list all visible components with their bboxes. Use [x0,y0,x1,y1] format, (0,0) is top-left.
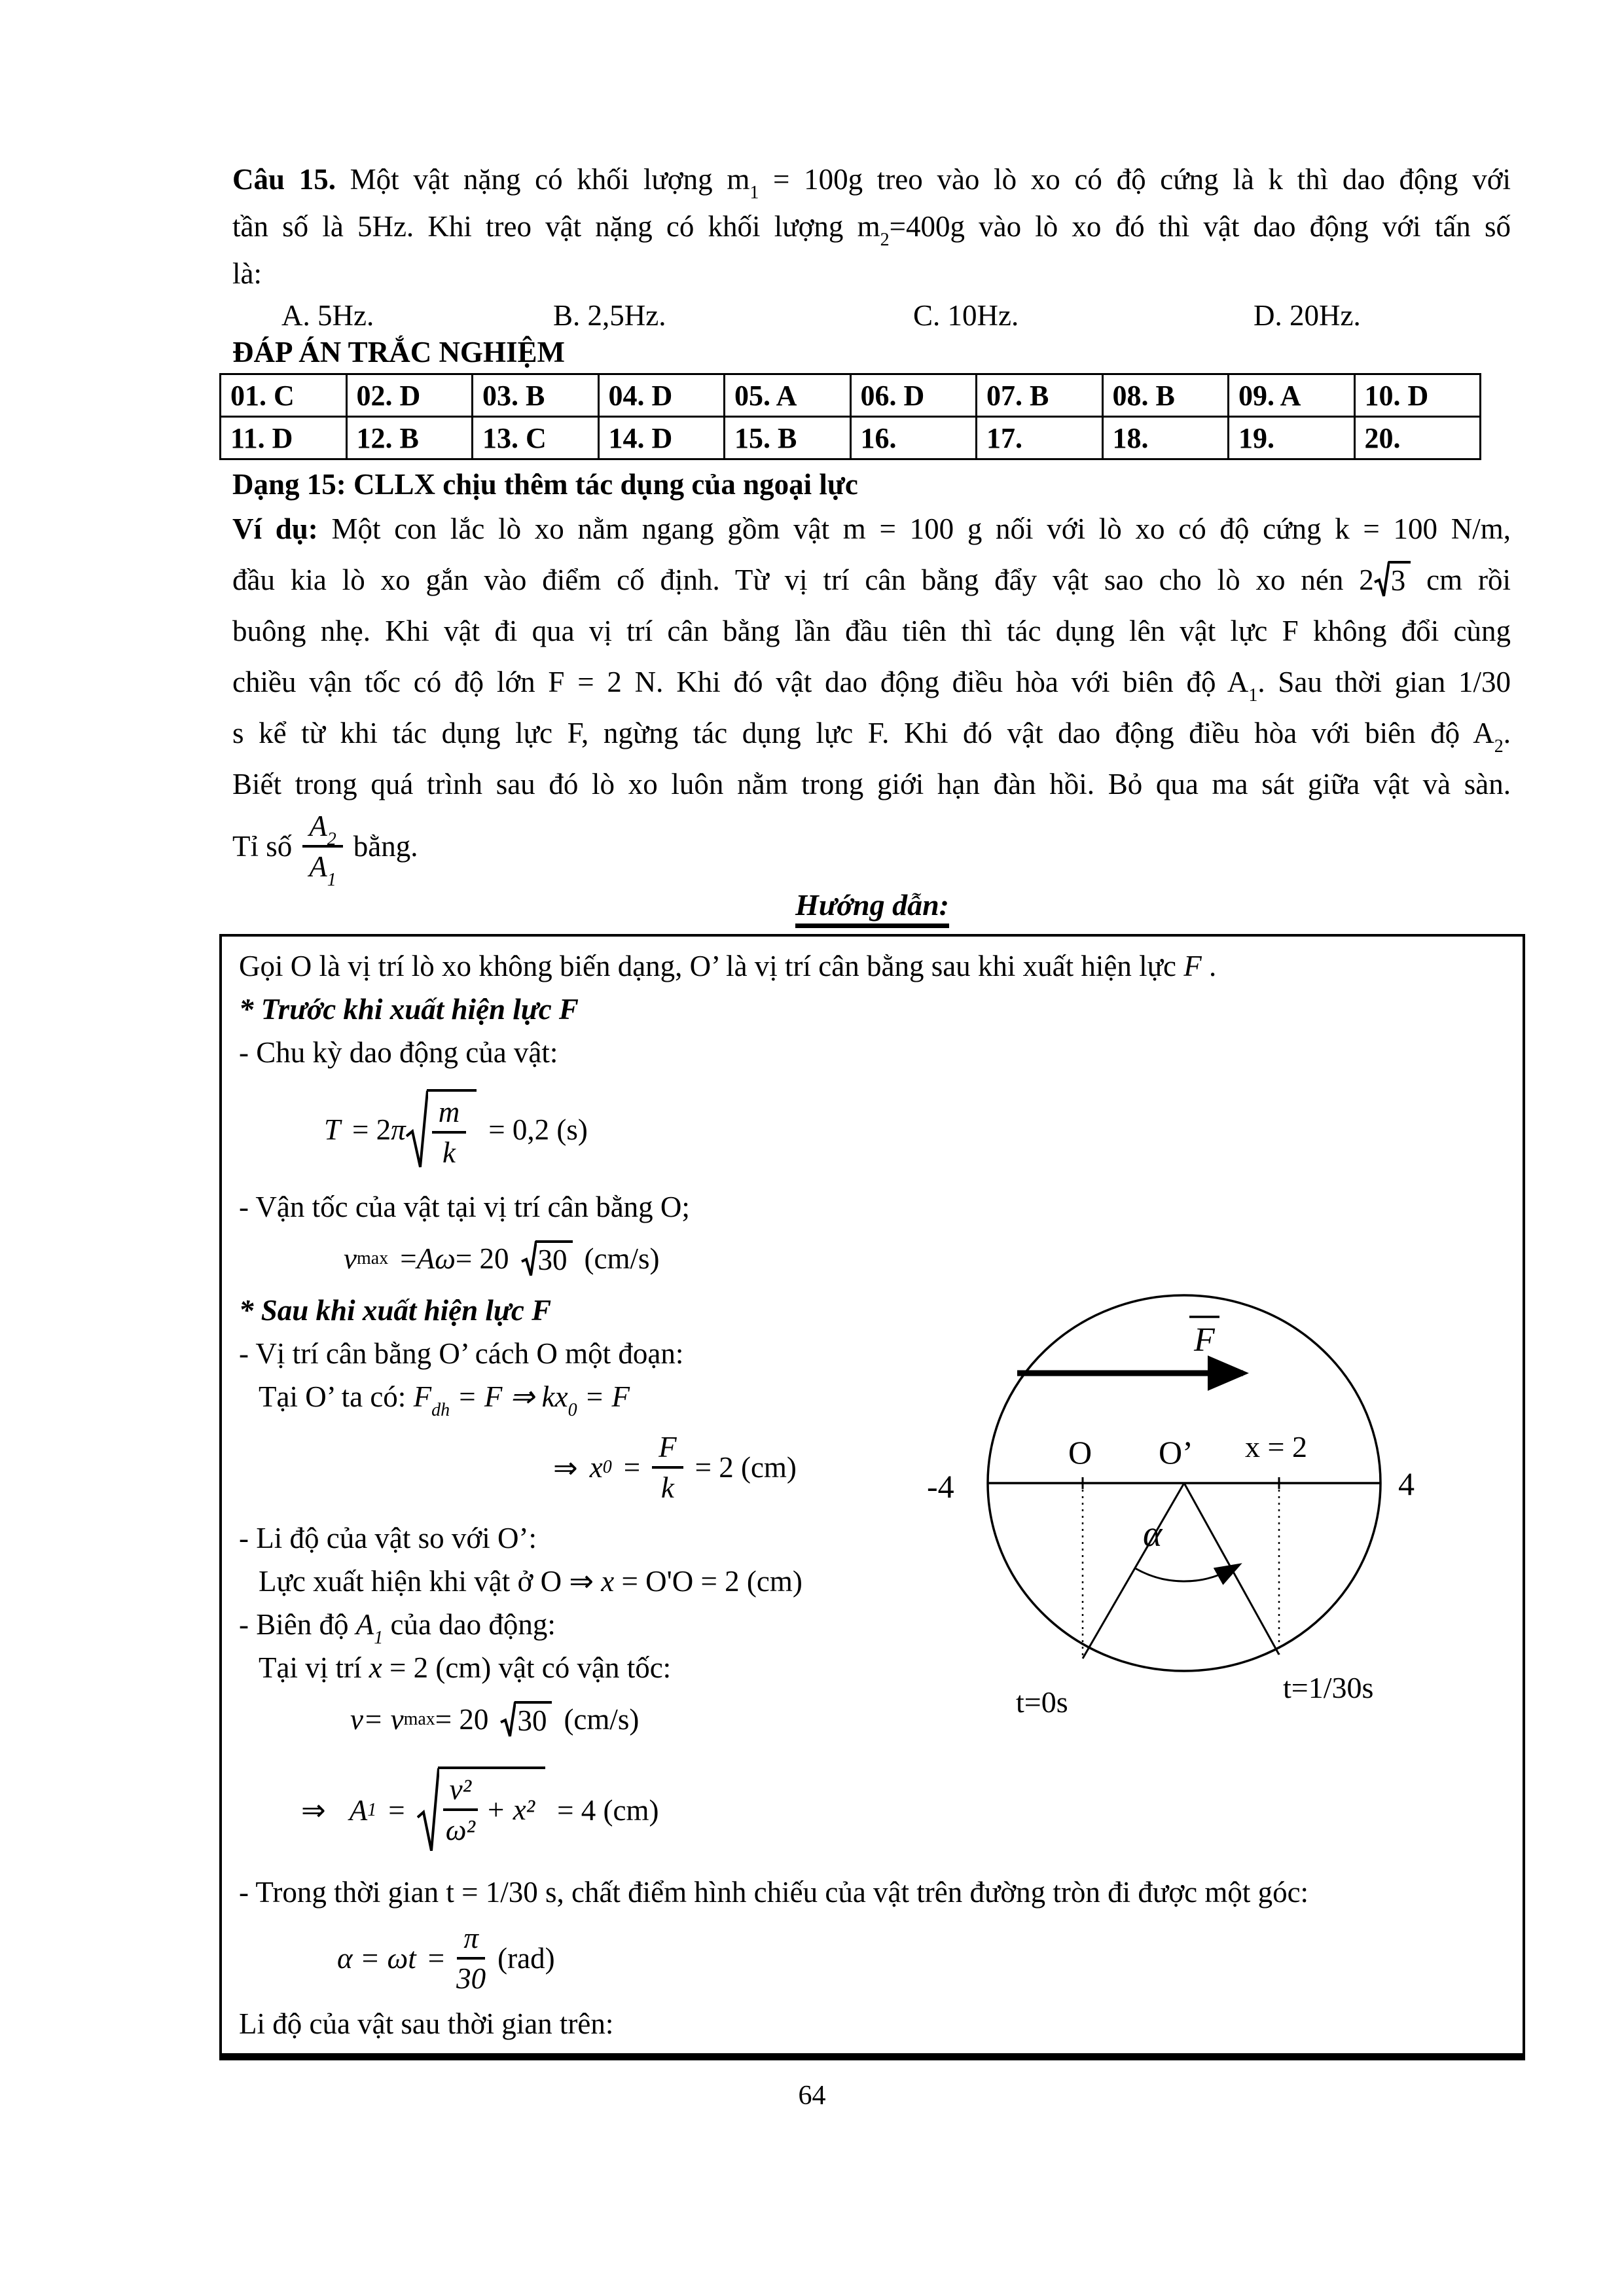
answer-cell: 18. [1102,417,1229,459]
guide-text: - Biên độ [239,1608,356,1641]
example-line-6 [219,759,1525,810]
math-text: (cm/s) [564,1703,640,1736]
guide-subheading: * Trước khi xuất hiện lực F [239,993,579,1026]
ratio-text: Tỉ số [232,830,293,863]
subscript: 2 [880,230,890,250]
answer-cell: 14. D [598,417,725,459]
radius-t0 [1083,1483,1184,1659]
formula-alpha [337,1914,1506,2002]
label-t130: t=1/30s [1283,1671,1374,1704]
label-t0: t=0s [1016,1685,1068,1719]
math-symbol: = F [577,1380,630,1413]
guide-text: = 2 (cm) vật có vận tốc: [382,1651,672,1684]
example-line-4 [219,656,1525,708]
math-text: = [388,1793,405,1827]
math-text: = 0,2 (s) [488,1113,588,1146]
radical-sign-icon [1374,561,1390,598]
math-symbol: x [369,1651,382,1684]
math-text: = 2 (cm) [695,1451,797,1484]
option-d: D. 20Hz. [1254,299,1361,332]
math-symbol: = v [363,1703,404,1736]
question-text: Một vật nặng có khối lượng m [335,163,750,196]
radicand: 3 [1388,561,1411,596]
answer-cell: 05. A [725,374,851,417]
option-a: A. 5Hz. [281,299,374,332]
example-text: s kể từ khi tác dụng lực F, ngừng tác dụng lực F. Khi đó vật dao động điều hòa với biên độ A [232,717,1494,749]
answer-cell: 15. B [725,417,851,459]
alpha-label: α [1143,1514,1163,1554]
answer-cell: 20. [1354,417,1481,459]
radical-sign-icon [406,1089,428,1170]
option-b: B. 2,5Hz. [553,299,666,332]
question-line-2 [219,203,1525,250]
example-label: Ví dụ: [232,512,318,545]
label-O: O [1068,1434,1092,1471]
subscript: 1 [374,1628,384,1648]
sqrt-expression [521,1240,573,1277]
math-text: = 20 [435,1703,489,1736]
math-symbol: F [1183,950,1202,982]
page-number: 64 [798,2081,826,2111]
subscript: 2 [1494,736,1504,757]
answer-cell: 09. A [1229,374,1355,417]
formula-v: v = v max = 20 30 (cm/s) [350,1689,1506,1749]
guide-text: Gọi O là vị trí lò xo không biến dạng, O’ là vị trí cân bằng sau khi xuất hiện lực [239,950,1184,982]
answer-cell: 06. D [850,374,977,417]
fraction-v2-w2: $\frac{\text{v²}}{\text{ω²}}$ [443,1773,478,1846]
example-text: chiều vận tốc có độ lớn F = 2 N. Khi đó vật dao động điều hòa với biên độ A [232,666,1249,698]
fraction-m-k: $\frac{m}{k}$ [432,1096,467,1169]
guide-line [239,944,1506,988]
label-pos4: 4 [1398,1465,1415,1502]
math-text: = 2 [352,1113,391,1146]
guide-text: Tại vị trí [259,1651,369,1684]
radicand: 30 [514,1701,552,1736]
guide-text: . [1201,950,1217,982]
example-text: đầu kia lò xo gắn vào điểm cố định. Từ vị trí cân bằng đẩy vật sao cho lò xo nén 2 [232,564,1374,596]
answer-cell: 01. C [221,374,347,417]
question-text: tần số là 5Hz. Khi treo vật nặng có khối lượng m [232,210,880,243]
math-symbol: x [589,1451,603,1484]
option-c: C. 10Hz. [913,299,1019,332]
radical-sign-icon [521,1240,537,1277]
formula-vmax: v max = Aω = 20 30 (cm/s) [344,1229,1506,1289]
math-symbol: v [350,1703,363,1736]
answer-cell: 11. D [221,417,347,459]
fraction-denominator: $A_1$ [309,850,336,890]
math-symbol: F [413,1380,432,1413]
question-line-3 [219,250,1525,297]
answer-cell: 08. B [1102,374,1229,417]
radicand: 30 [535,1240,573,1276]
math-text: (cm/s) [584,1242,660,1275]
formula-x0: ⇒ x 0 = $\frac{F}{k}$ = 2 (cm) [553,1431,797,1504]
subscript: 1 [749,183,759,203]
math-symbol: A [355,1608,374,1641]
guide-line: - Chu kỳ dao động của vật: [239,1036,558,1069]
math-symbol: x [601,1565,615,1598]
guide-line: - Vị trí cân bằng O’ cách O một đoạn: [239,1337,684,1370]
answer-cell: 13. C [473,417,599,459]
solution-box [219,934,1525,2060]
guide-line: - Vận tốc của vật tại vị trí cân bằng O; [239,1191,690,1223]
math-text: = O'O = 2 (cm) [614,1565,803,1598]
question-text: = 100g treo vào lò xo có độ cứng là k thì dao động với [759,163,1511,196]
math-symbol: = F ⇒ kx [450,1380,568,1413]
radical-sign-icon [500,1701,516,1738]
answer-cell: 03. B [473,374,599,417]
answer-cell: 02. D [346,374,473,417]
fraction-F-k: $\frac{F}{k}$ [652,1431,683,1504]
table-row [221,417,1481,459]
answer-key-heading: ĐÁP ÁN TRẮC NGHIỆM [232,336,565,368]
math-text: = [427,1941,445,1975]
table-row [221,374,1481,417]
angle-arc [1135,1568,1232,1581]
question-number: Câu 15. [232,163,336,196]
guide-line: - Li độ của vật so với O’: [239,1522,537,1554]
answer-cell: 07. B [977,374,1103,417]
example-text: buông nhẹ. Khi vật đi qua vị trí cân bằng lần đầu tiên thì tác dụng lên vật lực F không đổi cùng [232,615,1511,647]
math-text: = 4 (cm) [557,1793,659,1827]
math-symbol: + x² [486,1793,535,1826]
math-text: = 20 [455,1242,509,1275]
label-O-prime: O’ [1159,1434,1193,1471]
ratio-text: bằng. [353,830,418,863]
force-label: F [1194,1321,1215,1359]
math-text: = [623,1451,641,1484]
guide-text: Lực xuất hiện khi vật ở O [259,1565,569,1598]
sqrt-expression [406,1089,477,1170]
fraction-pi-30: $\frac{\pi}{30}$ [456,1921,486,1995]
answer-cell: 04. D [598,374,725,417]
radicand [427,1089,477,1169]
label-x2: x = 2 [1245,1430,1307,1463]
guide-title [219,884,1525,926]
sqrt-expression [417,1767,546,1854]
math-symbol: T [324,1113,341,1146]
implies-arrow: ⇒ [553,1451,578,1484]
math-symbol: A [349,1793,368,1827]
fraction-A2-A1 [302,810,343,890]
example-text: . Sau thời gian 1/30 [1257,666,1511,698]
question-text: =400g vào lò xo đó thì vật dao động với tấn số [889,210,1511,243]
math-symbol: π [391,1113,406,1146]
example-line-1 [219,503,1525,554]
sqrt-expression [500,1701,552,1738]
answer-key-table [219,373,1481,460]
answer-cell: 12. B [346,417,473,459]
formula-period [324,1074,1506,1185]
example-line-2 [219,554,1525,605]
guide-line: Li độ của vật sau thời gian trên: [239,2007,614,2040]
question-text: là: [232,257,262,290]
guide-subheading: * Sau khi xuất hiện lực F [239,1294,552,1327]
guide-line: - Trong thời gian t = 1/30 s, chất điểm hình chiếu của vật trên đường tròn đi được một góc: [239,1876,1309,1909]
radical-sign-icon [417,1767,439,1854]
implies-arrow: ⇒ [301,1794,326,1827]
example-line-3 [219,605,1525,656]
phase-circle-diagram [919,1261,1489,1758]
ratio-line [219,810,1525,890]
question-line-1 [219,156,1525,203]
example-text: . [1503,717,1511,749]
math-symbol: v [344,1242,357,1275]
example-text: Một con lắc lò xo nằm ngang gồm vật m = 100 g nối với lò xo có độ cứng k = 100 N/m, [317,512,1511,545]
math-symbol: α = ωt [337,1941,416,1975]
answer-cell: 16. [850,417,977,459]
example-line-5 [219,708,1525,759]
guide-text: Tại O’ ta có: [259,1380,414,1413]
guide-text: của dao động: [383,1608,556,1641]
guide-title-text: Hướng dẫn: [795,888,949,928]
implies-arrow: ⇒ [569,1565,602,1598]
answer-cell: 17. [977,417,1103,459]
page-content [219,156,1525,2060]
section-heading: Dạng 15: CLLX chịu thêm tác dụng của ngoại lực [232,468,858,501]
math-text: = [400,1242,417,1275]
answer-cell: 10. D [1354,374,1481,417]
formula-A1: ⇒ A 1 = $\frac{\text{v²}}{\text{ω²}}$ + x² = 4 (cm) [301,1749,1506,1871]
example-text: Biết trong quá trình sau đó lò xo luôn nằm trong giới hạn đàn hồi. Bỏ qua ma sát giữa vật và sàn. [232,768,1511,800]
math-text: (rad) [497,1941,555,1975]
radicand [438,1767,546,1846]
answer-cell: 19. [1229,417,1355,459]
example-text: cm rồi [1411,564,1511,596]
math-symbol: Aω [416,1242,456,1275]
answer-options [219,297,1525,334]
fraction-numerator: $A_2$ [302,810,343,848]
subscript: 1 [1248,685,1258,706]
subscript: 0 [568,1400,577,1420]
subscript: dh [431,1400,450,1420]
label-neg4: -4 [927,1468,954,1505]
sqrt-expression [1374,561,1411,598]
